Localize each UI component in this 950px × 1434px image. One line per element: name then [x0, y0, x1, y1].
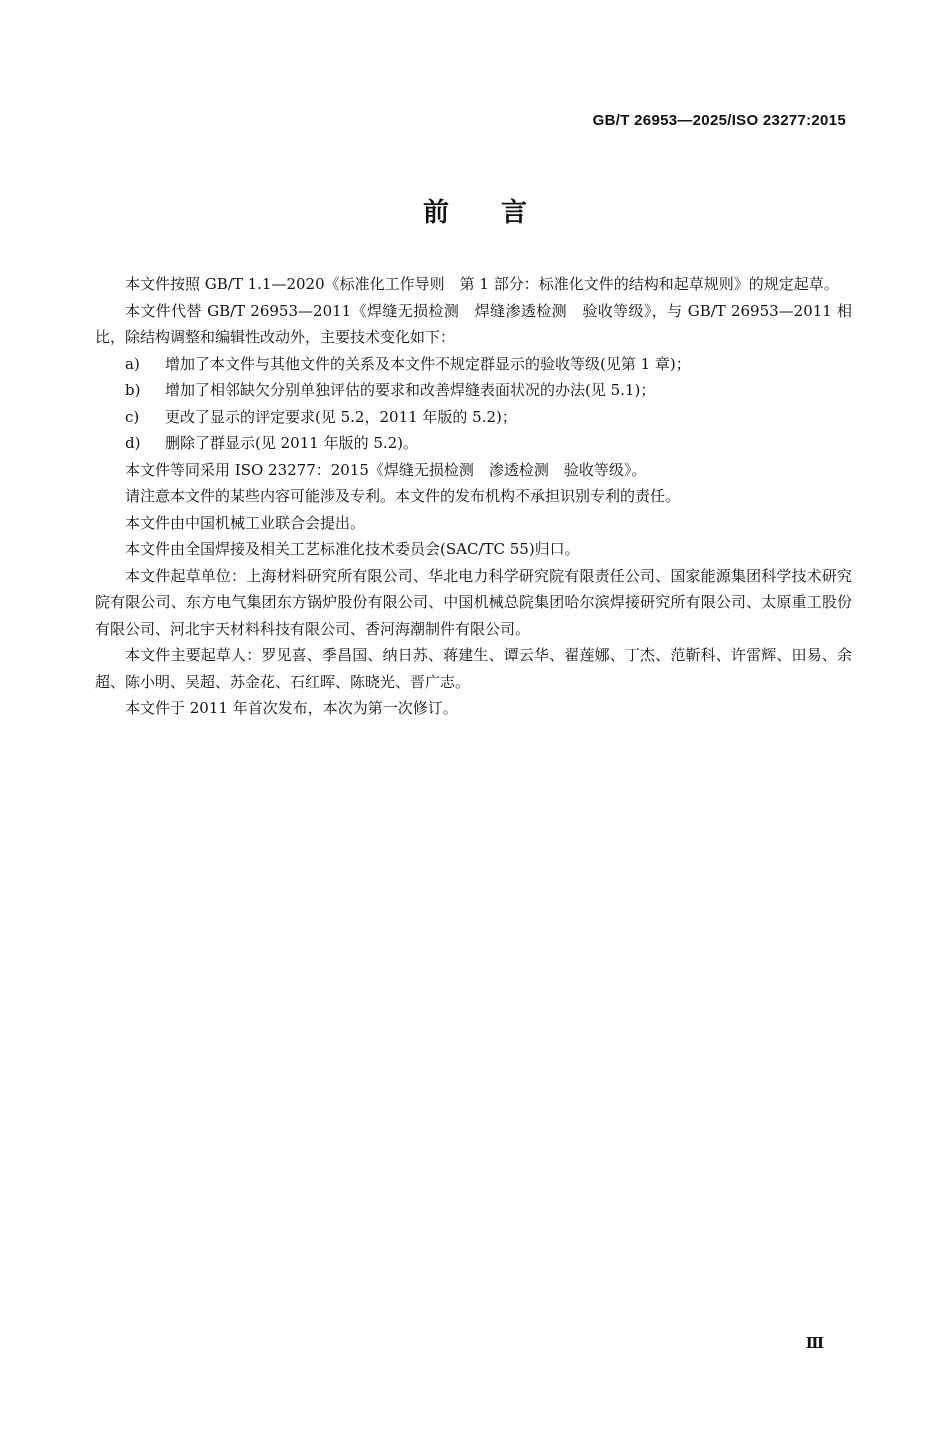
list-marker: d): [125, 434, 141, 452]
list-item-text: 删除了群显示(见 2011 年版的 5.2)。: [165, 434, 419, 452]
paragraph-patent-notice: 请注意本文件的某些内容可能涉及专利。本文件的发布机构不承担识别专利的责任。: [125, 487, 681, 505]
paragraph-adoption: 本文件等同采用 ISO 23277：2015《焊缝无损检测 渗透检测 验收等级》。: [125, 460, 647, 479]
preface-body: [95, 271, 852, 722]
paragraph-proposer: 本文件由中国机械工业联合会提出。: [125, 513, 366, 532]
list-marker: c): [125, 407, 140, 426]
paragraph-replacement: 本文件代替 GB/T 26953—2011《焊缝无损检测 焊缝渗透检测 验收等级》，与 GB/T 26953—2011 相比，除结构调整和编辑性改动外，主要技术变化如下：: [95, 301, 852, 346]
document-code: GB/T 26953—2025/ISO 23277:2015: [592, 112, 846, 129]
paragraph-drafting-units: 本文件起草单位：上海材料研究所有限公司、华北电力科学研究院有限责任公司、国家能源集团科学技术研究院有限公司、东方电气集团东方锅炉股份有限公司、中国机械总院集团哈尔滨焊接研究所有限公司、太原重工股份有限公司、河北宇天材料科技有限公司、香河海潮制件有限公司。: [95, 566, 852, 638]
list-item: [95, 351, 852, 378]
list-item-text: 更改了显示的评定要求(见 5.2，2011 年版的 5.2)；: [165, 407, 517, 426]
page-title: [0, 192, 950, 229]
list-marker: b): [125, 381, 141, 399]
title-char-2: 言: [501, 198, 528, 228]
title-char-1: 前: [422, 198, 449, 228]
list-item: [95, 404, 852, 431]
paragraph-drafters: 本文件主要起草人：罗见喜、季昌国、纳日苏、蒋建生、谭云华、翟莲娜、丁杰、范靳科、许雷辉、田易、余超、陈小明、吴超、苏金花、石红晖、陈晓光、晋广志。: [95, 646, 852, 691]
paragraph-committee: 本文件由全国焊接及相关工艺标准化技术委员会(SAC/TC 55)归口。: [125, 540, 580, 558]
list-marker: a): [125, 354, 140, 373]
list-item: [95, 377, 852, 404]
paragraph-drafting-rules: 本文件按照 GB/T 1.1—2020《标准化工作导则 第 1 部分：标准化文件的结构和起草规则》的规定起草。: [125, 275, 839, 293]
page-number: Ⅲ: [805, 1334, 824, 1352]
list-item-text: 增加了相邻缺欠分别单独评估的要求和改善焊缝表面状况的办法(见 5.1)；: [165, 381, 656, 399]
paragraph-history: 本文件于 2011 年首次发布，本次为第一次修订。: [125, 699, 458, 717]
list-item-text: 增加了本文件与其他文件的关系及本文件不规定群显示的验收等级(见第 1 章)；: [165, 354, 691, 373]
list-item: [95, 430, 852, 457]
